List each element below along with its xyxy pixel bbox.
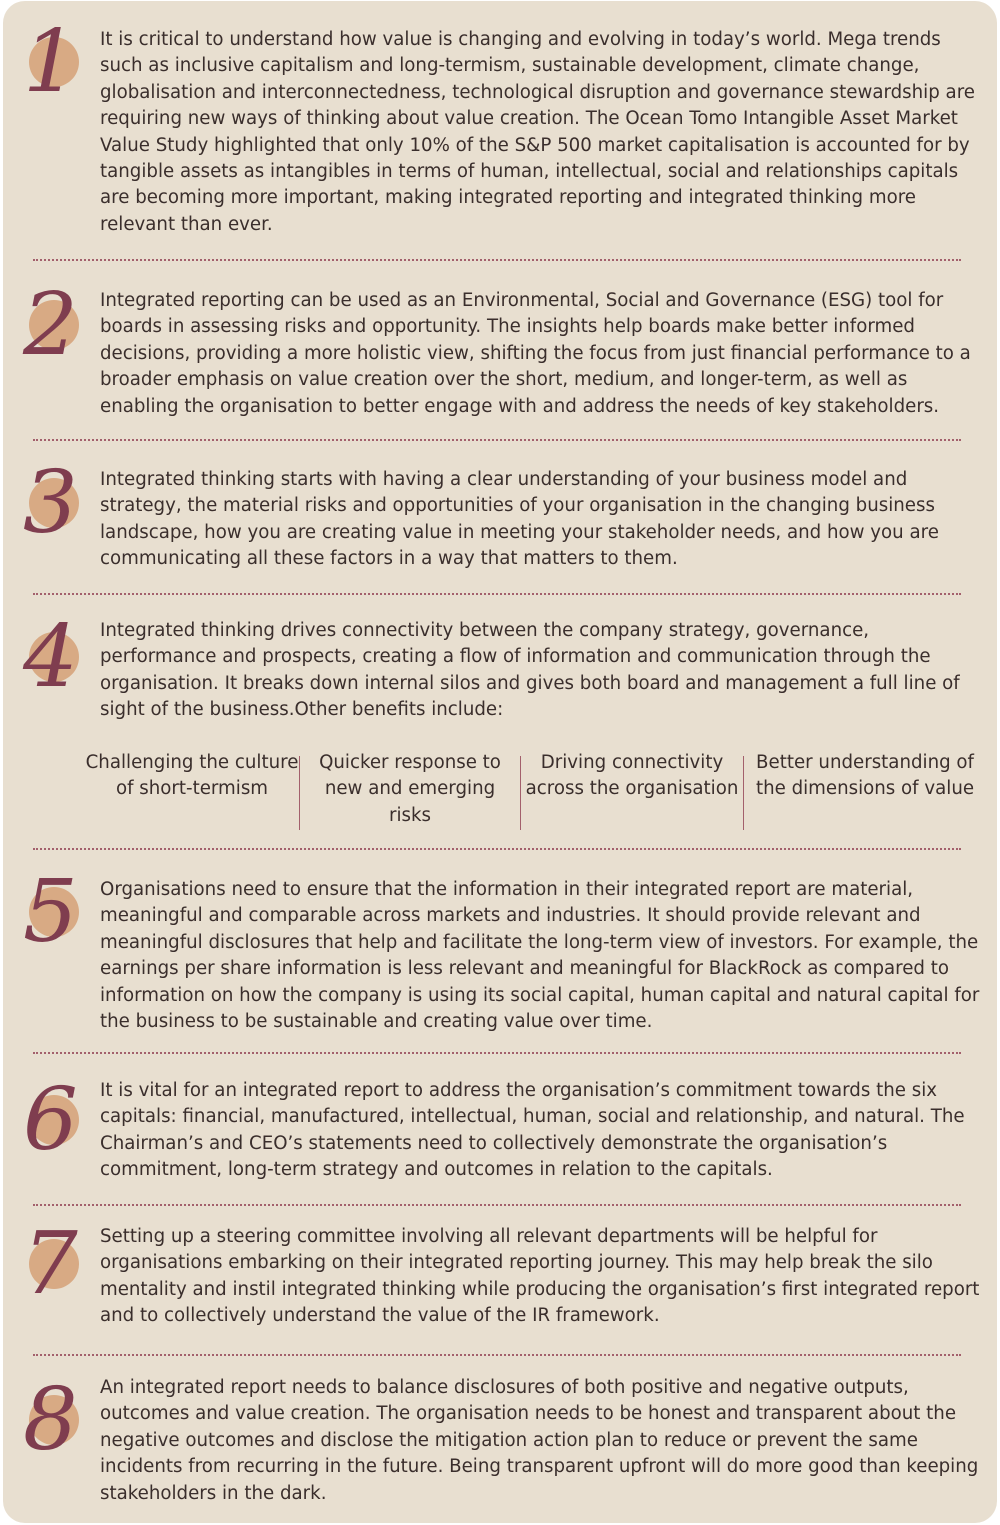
item-4-text: Integrated thinking drives connectivity between the company strategy, governance, performance and prospects, creating a flow of information and communication through the organisation. It breaks down internal silos and gives both board and management a full line of sight of the business.Other benefits include: [100, 620, 960, 721]
dotted-divider [33, 593, 961, 595]
benefit-item: Better understanding of the dimensions of value [755, 752, 975, 800]
benefit-separator [743, 756, 744, 830]
numeral-digit: 7 [23, 1214, 78, 1314]
numeral-4 [21, 607, 91, 708]
benefit-item: Challenging the culture of short-termism [85, 752, 299, 800]
numeral-digit: 5 [23, 862, 78, 962]
numeral-6 [21, 1070, 91, 1171]
numeral-digit: 2 [23, 275, 78, 375]
numeral-digit: 3 [23, 453, 78, 553]
dotted-divider [33, 1204, 961, 1206]
numeral-digit: 6 [23, 1070, 78, 1170]
numeral-1 [21, 12, 91, 113]
item-3-text: Integrated thinking starts with having a clear understanding of your business model and strategy, the material risks and opportunities of your organisation in the changing business landscape, how you are creating value in meeting your stakeholder needs, and how you are communicating all these factors in a way that matters to them. [100, 469, 939, 570]
item-6-text: It is vital for an integrated report to address the organisation’s commitment towards the six capitals: financial, manufactured, intellectual, human, social and relationship, and natural. The Chairman’s and CEO’s statements need to collectively demonstrate the organisation’s commitment, long-term strategy and outcomes in relation to the capitals. [100, 1080, 965, 1181]
item-8-text: An integrated report needs to balance disclosures of both positive and negative outputs, outcomes and value creation. The organisation needs to be honest and transparent about the negative outcomes and disclose the mitigation action plan to reduce or prevent the same incidents from recurring in the future. Being transparent upfront will do more good than keeping stakeholders in the dark. [100, 1377, 979, 1504]
item-5-text: Organisations need to ensure that the information in their integrated report are material, meaningful and comparable across markets and industries. It should provide relevant and meaningful disclosures that help and facilitate the long-term view of investors. For example, the earnings per share information is less relevant and meaningful for BlackRock as compared to information on how the company is using its social capital, human capital and natural capital for the business to be sustainable and creating value over time. [100, 879, 980, 1033]
benefit-separator [299, 756, 300, 830]
benefit-item: Quicker response to new and emerging risks [319, 752, 501, 826]
numeral-5 [21, 862, 91, 963]
content-panel [3, 1, 997, 1523]
dotted-divider [33, 1052, 961, 1054]
numeral-8 [21, 1370, 91, 1471]
dotted-divider [33, 1354, 961, 1356]
item-1-text: It is critical to understand how value is changing and evolving in today’s world. Mega trends such as inclusive capitalism and long-termism, sustainable development, climate change, globalisation and interconnectedness, technological disruption and governance stewardship are requiring new ways of thinking about value creation. The Ocean Tomo Intangible Asset Market Value Study highlighted that only 10% of the S&P 500 market capitalisation is accounted for by tangible assets as intangibles in terms of human, intellectual, social and relationships capitals are becoming more important, making integrated reporting and integrated thinking more relevant than ever. [100, 29, 975, 235]
dotted-divider [33, 439, 961, 441]
dotted-divider [33, 259, 961, 261]
numeral-digit: 8 [23, 1370, 78, 1470]
numeral-digit: 1 [23, 12, 78, 112]
benefit-item: Driving connectivity across the organisation [525, 752, 739, 800]
dotted-divider [33, 848, 961, 850]
item-2-text: Integrated reporting can be used as an Environmental, Social and Governance (ESG) tool for boards in assessing risks and opportunity. The insights help boards make better informed decisions, providing a more holistic view, shifting the focus from just financial performance to a broader emphasis on value creation over the short, medium, and longer-term, as well as enabling the organisation to better engage with and address the needs of key stakeholders. [100, 290, 971, 417]
numeral-7 [21, 1214, 91, 1315]
numeral-2 [21, 275, 91, 376]
item-7-text: Setting up a steering committee involving all relevant departments will be helpful for organisations embarking on their integrated reporting journey. This may help break the silo mentality and instil integrated thinking while producing the organisation’s first integrated report and to collectively understand the value of the IR framework. [100, 1226, 980, 1327]
benefits-row [83, 750, 983, 832]
numeral-digit: 4 [23, 607, 78, 707]
numeral-3 [21, 453, 91, 554]
